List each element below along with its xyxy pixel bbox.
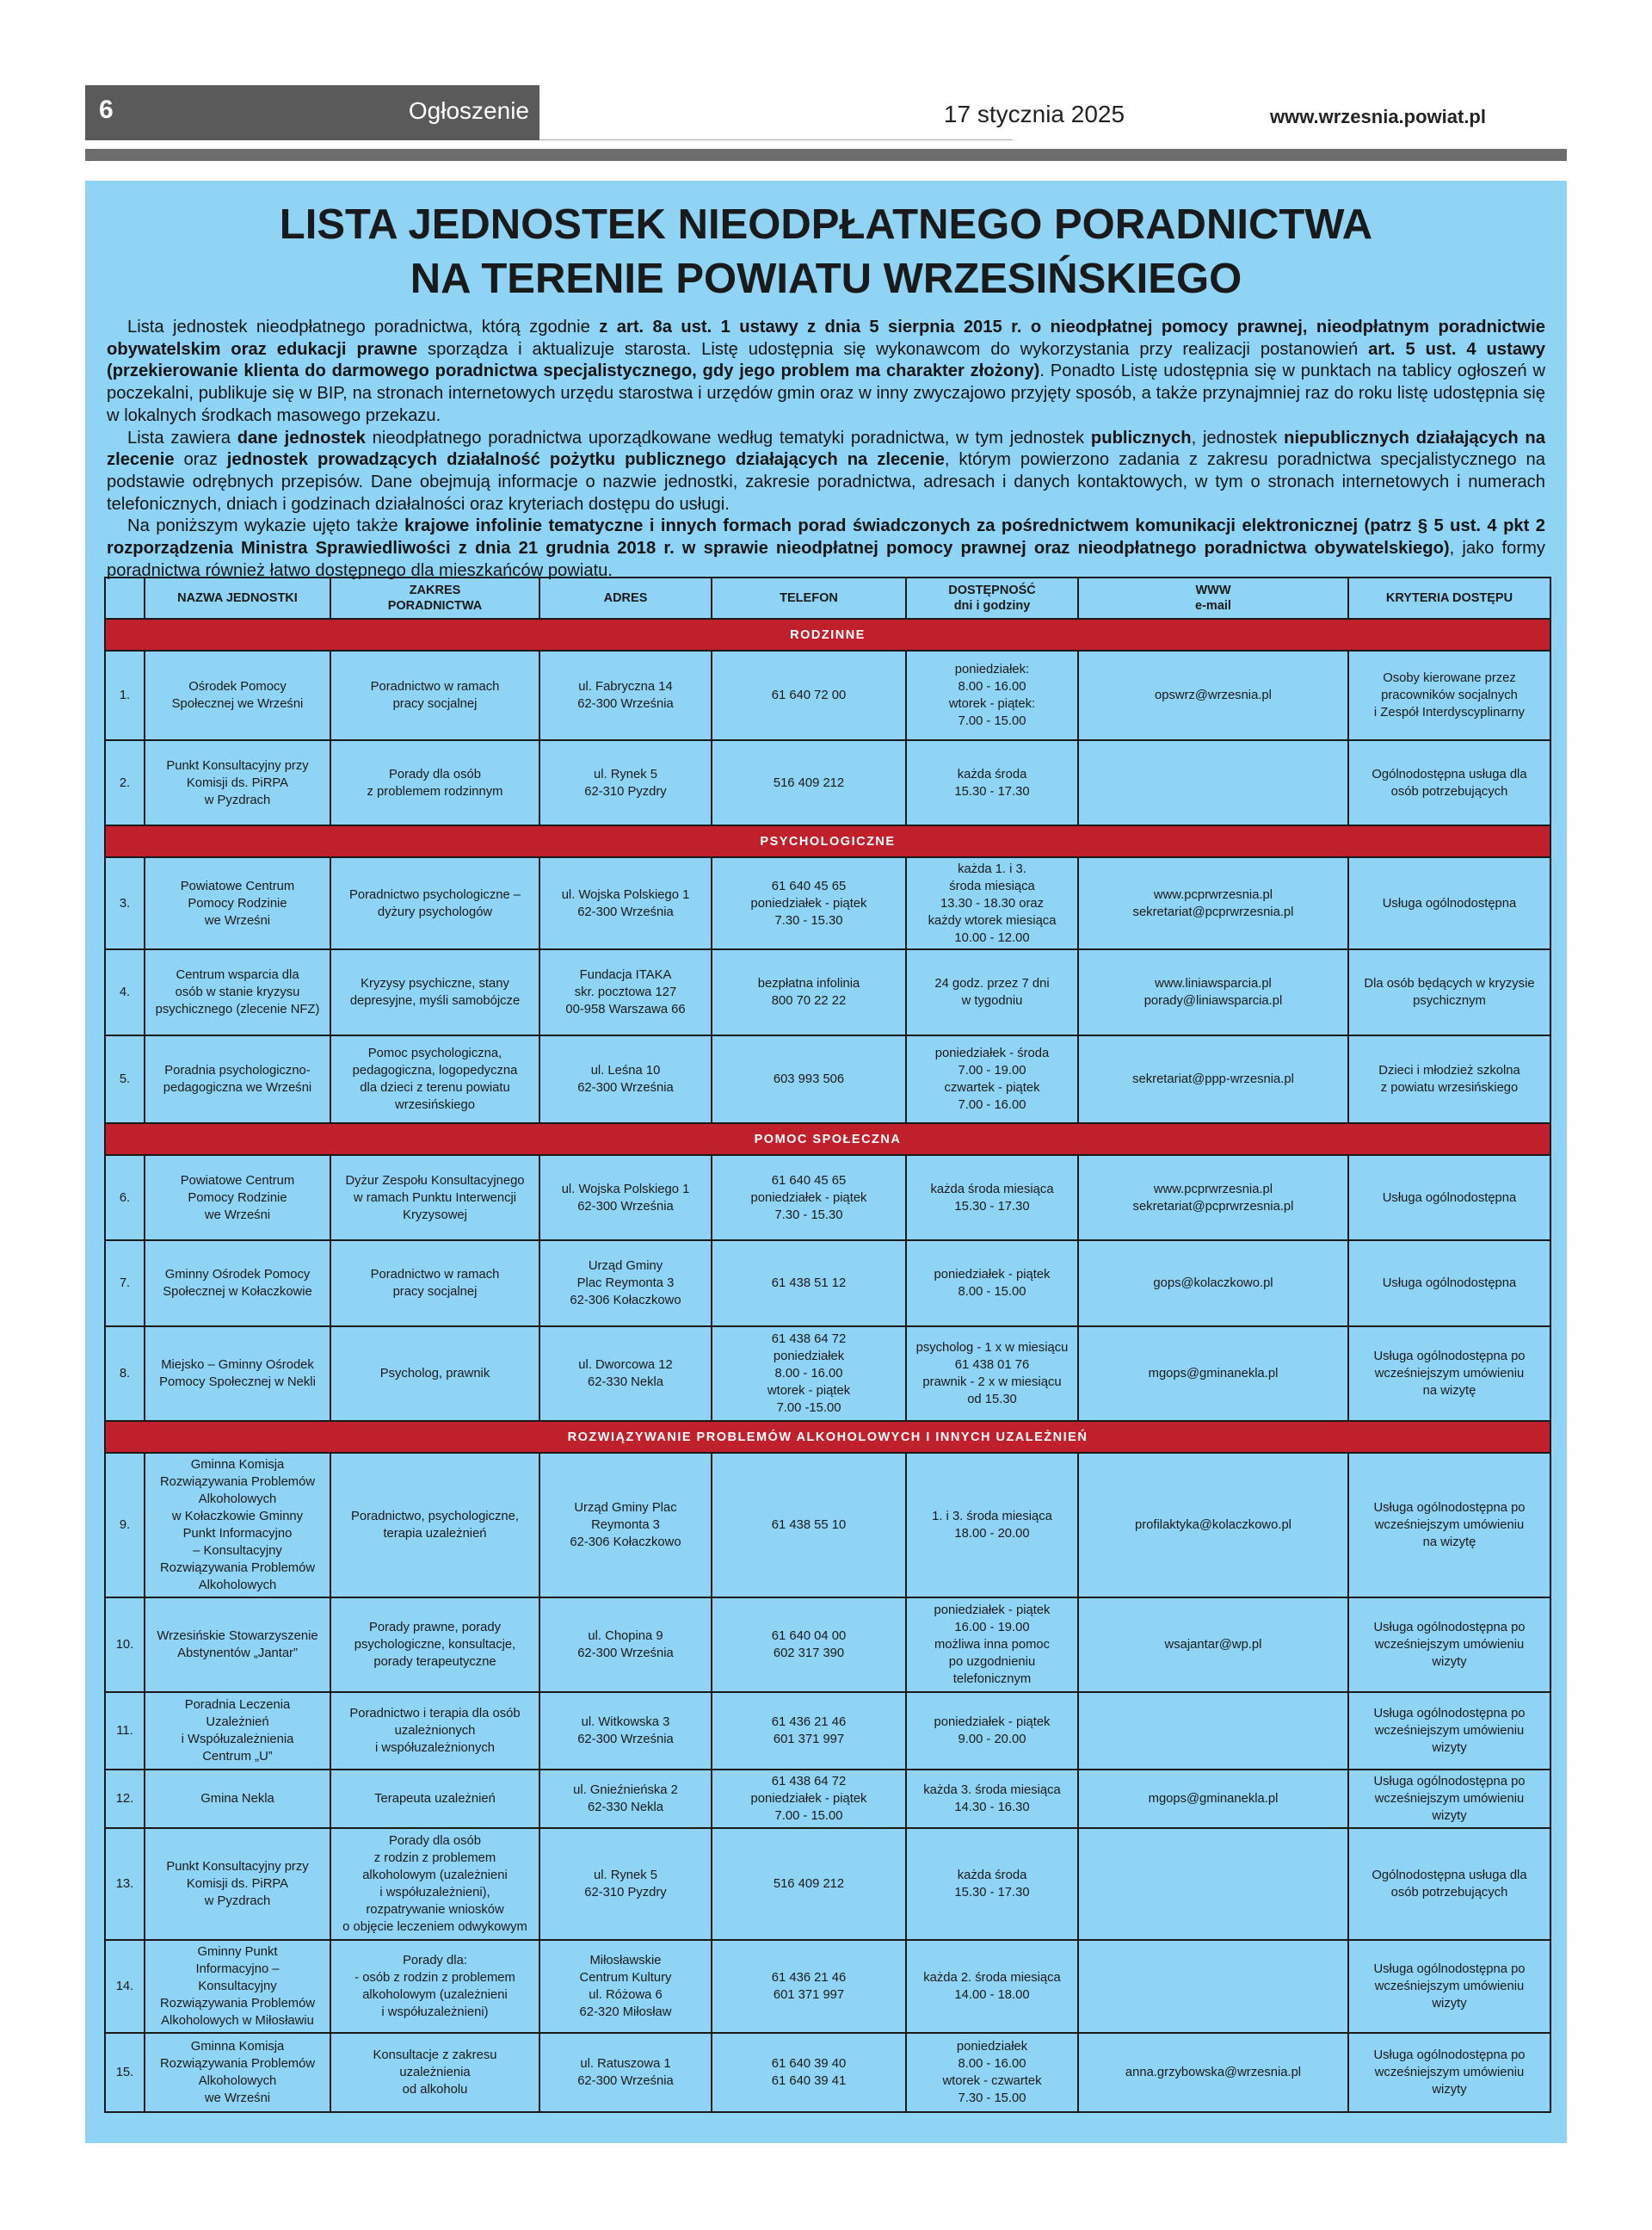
cell-www: opswrz@wrzesnia.pl (1078, 651, 1348, 740)
cell-phone: 61 640 45 65 poniedziałek - piątek 7.30 - 15.30 (712, 857, 906, 949)
cell-scope: Porady dla osób z problemem rodzinnym (330, 740, 539, 825)
intro-text-span: Na poniższym wykazie ujęto także (127, 516, 405, 536)
col-header-number (105, 578, 145, 619)
table-row (105, 1940, 1550, 2033)
cell-criteria: Usługa ogólnodostępna po wcześniejszym umówieniu wizyty (1348, 1597, 1550, 1692)
intro-bold-span: publicznych (1090, 428, 1192, 448)
category-label: ROZWIĄZYWANIE PROBLEMÓW ALKOHOLOWYCH I INNYCH UZALEŻNIEŃ (105, 1421, 1550, 1453)
cell-name: Punkt Konsultacyjny przy Komisji ds. PiRPA w Pyzdrach (145, 1828, 330, 1940)
col-header-www: WWW e-mail (1078, 578, 1348, 619)
cell-criteria: Ogólnodostępna usługa dla osób potrzebujących (1348, 740, 1550, 825)
cell-name: Gminna Komisja Rozwiązywania Problemów Alkoholowych w Kołaczkowie Gminny Punkt Informacyjno – Konsultacyjny Rozwiązywania Problemów Alkoholowych (145, 1453, 330, 1597)
cell-availability: każda środa miesiąca 15.30 - 17.30 (906, 1155, 1078, 1240)
col-header-scope: ZAKRES PORADNICTWA (330, 578, 539, 619)
cell-www (1078, 1940, 1348, 2033)
cell-scope: Poradnictwo w ramach pracy socjalnej (330, 1240, 539, 1326)
table-row (105, 1770, 1550, 1828)
section-name: Ogłoszenie (408, 97, 529, 124)
cell-name: Poradnia psychologiczno- pedagogiczna we Wrześni (145, 1035, 330, 1123)
cell-number: 13. (105, 1828, 145, 1940)
col-header-availability: DOSTĘPNOŚĆ dni i godziny (906, 578, 1078, 619)
cell-www: mgops@gminanekla.pl (1078, 1326, 1348, 1421)
cell-availability: poniedziałek: 8.00 - 16.00 wtorek - piątek: 7.00 - 15.00 (906, 651, 1078, 740)
category-label: PSYCHOLOGICZNE (105, 825, 1550, 857)
col-header-phone: TELEFON (712, 578, 906, 619)
cell-criteria: Usługa ogólnodostępna po wcześniejszym umówieniu na wizytę (1348, 1453, 1550, 1597)
cell-www: mgops@gminanekla.pl (1078, 1770, 1348, 1828)
cell-phone: 603 993 506 (712, 1035, 906, 1123)
category-label: POMOC SPOŁECZNA (105, 1123, 1550, 1155)
cell-number: 6. (105, 1155, 145, 1240)
cell-address: ul. Fabryczna 14 62-300 Września (539, 651, 712, 740)
cell-availability: każda 1. i 3. środa miesiąca 13.30 - 18.30 oraz każdy wtorek miesiąca 10.00 - 12.00 (906, 857, 1078, 949)
cell-www: www.liniawsparcia.pl porady@liniawsparcia.pl (1078, 949, 1348, 1035)
cell-number: 15. (105, 2033, 145, 2112)
cell-availability: każda 2. środa miesiąca 14.00 - 18.00 (906, 1940, 1078, 2033)
cell-scope: Dyżur Zespołu Konsultacyjnego w ramach Punktu Interwencji Kryzysowej (330, 1155, 539, 1240)
cell-name: Powiatowe Centrum Pomocy Rodzinie we Wrześni (145, 857, 330, 949)
title-line-2: NA TERENIE POWIATU WRZESIŃSKIEGO (410, 256, 1242, 302)
cell-availability: każda 3. środa miesiąca 14.30 - 16.30 (906, 1770, 1078, 1828)
cell-scope: Poradnictwo w ramach pracy socjalnej (330, 651, 539, 740)
cell-phone: 61 438 51 12 (712, 1240, 906, 1326)
intro-text-span: , jednostek (1191, 428, 1285, 448)
cell-scope: Poradnictwo, psychologiczne, terapia uzależnień (330, 1453, 539, 1597)
cell-scope: Porady prawne, porady psychologiczne, konsultacje, porady terapeutyczne (330, 1597, 539, 1692)
cell-www: sekretariat@ppp-wrzesnia.pl (1078, 1035, 1348, 1123)
page-header (85, 85, 1567, 140)
cell-phone: 61 640 39 40 61 640 39 41 (712, 2033, 906, 2112)
cell-name: Ośrodek Pomocy Społecznej we Wrześni (145, 651, 330, 740)
cell-name: Centrum wsparcia dla osób w stanie kryzysu psychicznego (zlecenie NFZ) (145, 949, 330, 1035)
col-header-name: NAZWA JEDNOSTKI (145, 578, 330, 619)
cell-number: 8. (105, 1326, 145, 1421)
cell-scope: Psycholog, prawnik (330, 1326, 539, 1421)
cell-address: ul. Wojska Polskiego 1 62-300 Września (539, 1155, 712, 1240)
notice-panel (85, 181, 1567, 2143)
intro-bold-span: krajowe infolinie tematyczne i innych formach porad świadczonych za pośrednictwem komunikacji elektronicznej (patrz § 5 ust. 4 pkt 2 rozporządzenia Ministra Sprawiedliwości z dnia 21 grudnia 2018 r. w sprawie nieodpłatnej pomocy prawnej oraz nieodpłatnego poradnictwa obywatelskiego) (107, 516, 1545, 559)
cell-name: Gminny Ośrodek Pomocy Społecznej w Kołaczkowie (145, 1240, 330, 1326)
cell-number: 10. (105, 1597, 145, 1692)
cell-name: Powiatowe Centrum Pomocy Rodzinie we Wrześni (145, 1155, 330, 1240)
cell-number: 3. (105, 857, 145, 949)
table-row (105, 1828, 1550, 1940)
cell-criteria: Usługa ogólnodostępna po wcześniejszym umówieniu wizyty (1348, 2033, 1550, 2112)
table-row (105, 2033, 1550, 2112)
cell-www: wsajantar@wp.pl (1078, 1597, 1348, 1692)
cell-address: ul. Dworcowa 12 62-330 Nekla (539, 1326, 712, 1421)
cell-criteria: Usługa ogólnodostępna (1348, 857, 1550, 949)
cell-availability: 1. i 3. środa miesiąca 18.00 - 20.00 (906, 1453, 1078, 1597)
cell-number: 2. (105, 740, 145, 825)
issue-date: 17 stycznia 2025 (943, 101, 1125, 127)
cell-number: 9. (105, 1453, 145, 1597)
cell-phone: 516 409 212 (712, 1828, 906, 1940)
intro-bold-span: z art. 8a ust. 1 ustawy z dnia 5 sierpnia 2015 r. o nieodpłatnej pomocy prawnej, nieodpłatnym poradnictwie obywatelskim oraz edukacji prawne (107, 318, 1545, 359)
cell-phone: 61 640 04 00 602 317 390 (712, 1597, 906, 1692)
cell-address: ul. Leśna 10 62-300 Września (539, 1035, 712, 1123)
intro-paragraph-1 (107, 317, 1545, 428)
cell-www (1078, 1828, 1348, 1940)
cell-criteria: Usługa ogólnodostępna po wcześniejszym umówieniu wizyty (1348, 1692, 1550, 1770)
cell-name: Miejsko – Gminny Ośrodek Pomocy Społecznej w Nekli (145, 1326, 330, 1421)
intro-text-span: nieodpłatnego poradnictwa uporządkowane według tematyki poradnictwa, w tym jednostek (365, 428, 1091, 448)
intro-bold-span: dane jednostek (237, 428, 366, 448)
cell-www (1078, 1692, 1348, 1770)
cell-availability: 24 godz. przez 7 dni w tygodniu (906, 949, 1078, 1035)
cell-number: 1. (105, 651, 145, 740)
cell-address: ul. Witkowska 3 62-300 Września (539, 1692, 712, 1770)
cell-address: Urząd Gminy Plac Reymonta 3 62-306 Kołaczkowo (539, 1453, 712, 1597)
cell-criteria: Usługa ogólnodostępna (1348, 1240, 1550, 1326)
cell-criteria: Usługa ogólnodostępna po wcześniejszym umówieniu wizyty (1348, 1940, 1550, 2033)
table-row (105, 857, 1550, 949)
cell-scope: Porady dla osób z rodzin z problemem alkoholowym (uzależnieni i współuzależnieni), rozpatrywanie wniosków o objęcie leczeniem odwykowym (330, 1828, 539, 1940)
cell-scope: Pomoc psychologiczna, pedagogiczna, logopedyczna dla dzieci z terenu powiatu wrzesińskiego (330, 1035, 539, 1123)
table-row (105, 1155, 1550, 1240)
table-row (105, 1035, 1550, 1123)
cell-number: 14. (105, 1940, 145, 2033)
intro-paragraph-3 (107, 516, 1545, 582)
website-address: www.wrzesnia.powiat.pl (1269, 106, 1486, 127)
cell-name: Gmina Nekla (145, 1770, 330, 1828)
intro-text-span: oraz (174, 450, 227, 470)
cell-address: Fundacja ITAKA skr. pocztowa 127 00-958 Warszawa 66 (539, 949, 712, 1035)
header-rule (539, 139, 1013, 140)
cell-number: 11. (105, 1692, 145, 1770)
cell-availability: poniedziałek - piątek 8.00 - 15.00 (906, 1240, 1078, 1326)
cell-phone: 61 640 45 65 poniedziałek - piątek 7.30 - 15.30 (712, 1155, 906, 1240)
category-row (105, 619, 1550, 651)
cell-scope: Terapeuta uzależnień (330, 1770, 539, 1828)
table-row (105, 1597, 1550, 1692)
table-header-row (105, 578, 1550, 619)
cell-phone: 516 409 212 (712, 740, 906, 825)
cell-www: profilaktyka@kolaczkowo.pl (1078, 1453, 1348, 1597)
cell-scope: Kryzysy psychiczne, stany depresyjne, myśli samobójcze (330, 949, 539, 1035)
cell-www: gops@kolaczkowo.pl (1078, 1240, 1348, 1326)
cell-phone: bezpłatna infolinia 800 70 22 22 (712, 949, 906, 1035)
cell-name: Gminny Punkt Informacyjno – Konsultacyjny Rozwiązywania Problemów Alkoholowych w Miłosławiu (145, 1940, 330, 2033)
cell-criteria: Dla osób będących w kryzysie psychicznym (1348, 949, 1550, 1035)
intro-text-span: , jako formy poradnictwa również łatwo dostępnego dla mieszkańców powiatu. (107, 539, 1545, 580)
cell-criteria: Dzieci i młodzież szkolna z powiatu wrzesińskiego (1348, 1035, 1550, 1123)
category-row (105, 825, 1550, 857)
category-row (105, 1421, 1550, 1453)
cell-availability: każda środa 15.30 - 17.30 (906, 1828, 1078, 1940)
cell-name: Gminna Komisja Rozwiązywania Problemów Alkoholowych we Wrześni (145, 2033, 330, 2112)
units-table (104, 577, 1551, 2113)
intro-bold-span: art. 5 ust. 4 ustawy (przekierowanie klienta do darmowego poradnictwa specjalistycznego, gdy jego problem ma charakter złożony) (107, 339, 1545, 381)
cell-criteria: Usługa ogólnodostępna po wcześniejszym umówieniu wizyty (1348, 1770, 1550, 1828)
table-row (105, 651, 1550, 740)
table-row (105, 949, 1550, 1035)
cell-address: ul. Chopina 9 62-300 Września (539, 1597, 712, 1692)
cell-criteria: Ogólnodostępna usługa dla osób potrzebujących (1348, 1828, 1550, 1940)
cell-number: 4. (105, 949, 145, 1035)
cell-www: www.pcprwrzesnia.pl sekretariat@pcprwrzesnia.pl (1078, 1155, 1348, 1240)
cell-scope: Konsultacje z zakresu uzależnienia od alkoholu (330, 2033, 539, 2112)
cell-phone: 61 438 64 72 poniedziałek - piątek 7.00 - 15.00 (712, 1770, 906, 1828)
cell-address: ul. Wojska Polskiego 1 62-300 Września (539, 857, 712, 949)
cell-availability: psycholog - 1 x w miesiącu 61 438 01 76 prawnik - 2 x w miesiącu od 15.30 (906, 1326, 1078, 1421)
title-line-1: LISTA JEDNOSTEK NIEODPŁATNEGO PORADNICTWA (279, 201, 1373, 248)
intro-text-span: Lista zawiera (127, 428, 237, 448)
intro-paragraph-2 (107, 428, 1545, 516)
cell-address: ul. Rynek 5 62-310 Pyzdry (539, 740, 712, 825)
cell-www: www.pcprwrzesnia.pl sekretariat@pcprwrzesnia.pl (1078, 857, 1348, 949)
header-label-box (85, 85, 539, 140)
cell-number: 5. (105, 1035, 145, 1123)
cell-name: Wrzesińskie Stowarzyszenie Abstynentów „Jantar” (145, 1597, 330, 1692)
intro-text-span: Lista jednostek nieodpłatnego poradnictwa, którą zgodnie (127, 318, 600, 337)
cell-name: Punkt Konsultacyjny przy Komisji ds. PiRPA w Pyzdrach (145, 740, 330, 825)
cell-address: Miłosławskie Centrum Kultury ul. Różowa 6 62-320 Miłosław (539, 1940, 712, 2033)
cell-availability: poniedziałek - piątek 16.00 - 19.00 możliwa inna pomoc po uzgodnieniu telefonicznym (906, 1597, 1078, 1692)
cell-criteria: Usługa ogólnodostępna (1348, 1155, 1550, 1240)
intro-text (107, 317, 1545, 582)
intro-bold-span: niepublicznych działających na zlecenie (107, 428, 1545, 470)
intro-text-span: . Ponadto Listę udostępnia się w punktach na tablicy ogłoszeń w poczekalni, publikuje się w BIP, na stronach internetowych urzędu starostwa i urzędów gmin oraz w inny zwyczajowo przyjęty sposób, a także przynajmniej raz do roku listę udostępnia się w lokalnych środkach masowego przekazu. (107, 361, 1545, 425)
cell-criteria: Osoby kierowane przez pracowników socjalnych i Zespół Interdyscyplinarny (1348, 651, 1550, 740)
cell-criteria: Usługa ogólnodostępna po wcześniejszym umówieniu na wizytę (1348, 1326, 1550, 1421)
cell-name: Poradnia Leczenia Uzależnień i Współuzależnienia Centrum „U” (145, 1692, 330, 1770)
cell-scope: Poradnictwo psychologiczne – dyżury psychologów (330, 857, 539, 949)
cell-availability: poniedziałek - środa 7.00 - 19.00 czwartek - piątek 7.00 - 16.00 (906, 1035, 1078, 1123)
table-row (105, 1692, 1550, 1770)
cell-phone: 61 436 21 46 601 371 997 (712, 1940, 906, 2033)
cell-phone: 61 640 72 00 (712, 651, 906, 740)
header-bar (85, 149, 1567, 161)
cell-availability: poniedziałek - piątek 9.00 - 20.00 (906, 1692, 1078, 1770)
table-row (105, 1453, 1550, 1597)
cell-number: 12. (105, 1770, 145, 1828)
cell-www (1078, 740, 1348, 825)
cell-availability: każda środa 15.30 - 17.30 (906, 740, 1078, 825)
col-header-criteria: KRYTERIA DOSTĘPU (1348, 578, 1550, 619)
cell-address: ul. Rynek 5 62-310 Pyzdry (539, 1828, 712, 1940)
cell-phone: 61 438 55 10 (712, 1453, 906, 1597)
cell-phone: 61 438 64 72 poniedziałek 8.00 - 16.00 wtorek - piątek 7.00 -15.00 (712, 1326, 906, 1421)
cell-address: ul. Ratuszowa 1 62-300 Września (539, 2033, 712, 2112)
cell-address: ul. Gnieźnieńska 2 62-330 Nekla (539, 1770, 712, 1828)
col-header-address: ADRES (539, 578, 712, 619)
table-row (105, 1240, 1550, 1326)
category-row (105, 1123, 1550, 1155)
document-title (85, 198, 1567, 306)
table-row (105, 740, 1550, 825)
cell-scope: Porady dla: - osób z rodzin z problemem alkoholowym (uzależnieni i współuzależnieni) (330, 1940, 539, 2033)
page-number: 6 (99, 96, 114, 124)
cell-address: Urząd Gminy Plac Reymonta 3 62-306 Kołaczkowo (539, 1240, 712, 1326)
intro-text-span: sporządza i aktualizuje starosta. Listę udostępnia się wykonawcom do wykorzystania przy realizacji postanowień (417, 339, 1369, 359)
cell-number: 7. (105, 1240, 145, 1326)
intro-text-span: , którym powierzono zadania z zakresu poradnictwa specjalistycznego na podstawie odrębnych przepisów. Dane obejmują informacje o nazwie jednostki, zakresie poradnictwa, adresach i danych kontaktowych, w tym o stronach internetowych i numerach telefonicznych, dniach i godzinach działalności oraz kryteriach dostępu do usługi. (107, 450, 1545, 514)
cell-scope: Poradnictwo i terapia dla osób uzależnionych i współuzależnionych (330, 1692, 539, 1770)
cell-availability: poniedziałek 8.00 - 16.00 wtorek - czwartek 7.30 - 15.00 (906, 2033, 1078, 2112)
intro-bold-span: jednostek prowadzących działalność pożytku publicznego działających na zlecenie (226, 450, 945, 470)
table-row (105, 1326, 1550, 1421)
category-label: RODZINNE (105, 619, 1550, 651)
cell-phone: 61 436 21 46 601 371 997 (712, 1692, 906, 1770)
cell-www: anna.grzybowska@wrzesnia.pl (1078, 2033, 1348, 2112)
